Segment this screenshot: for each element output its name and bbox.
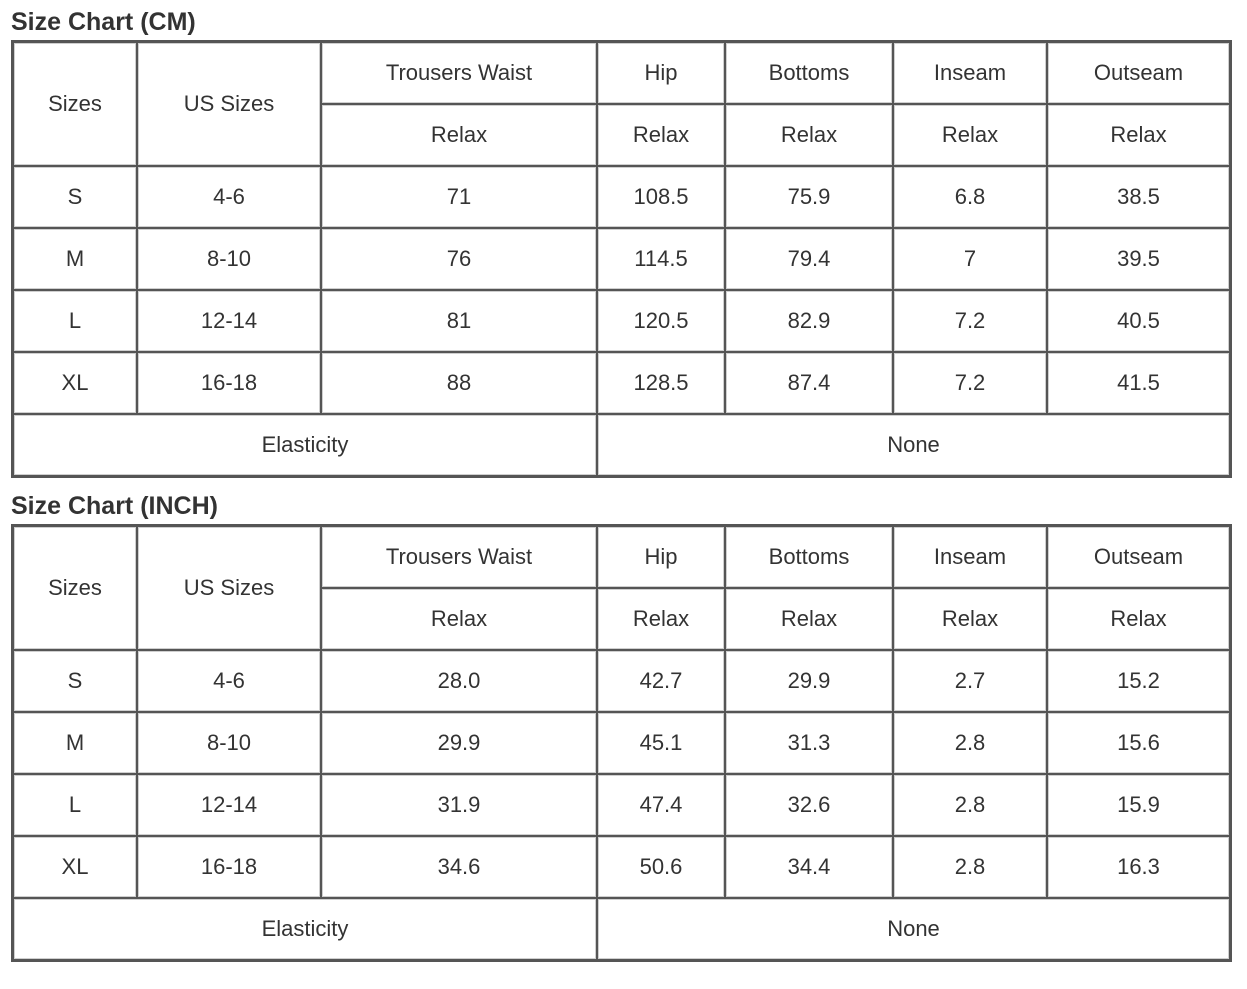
table-cell: M [14,713,138,775]
table-cell: 34.4 [726,837,894,899]
subheader-relax: Relax [598,589,726,651]
table-cell: M [14,229,138,291]
header-sizes: Sizes [14,527,138,651]
table-row [14,651,1231,713]
table-cell: 15.9 [1048,775,1231,837]
table-cell: 87.4 [726,353,894,415]
size-chart-cm [11,0,1231,478]
table-cell: 16-18 [138,353,322,415]
header-us-sizes: US Sizes [138,527,322,651]
table-cell: 6.8 [894,167,1048,229]
size-table [11,40,1232,478]
footer-row [14,415,1231,477]
header-bottoms: Bottoms [726,43,894,105]
table-cell: 31.9 [322,775,598,837]
table-cell: 8-10 [138,713,322,775]
table-row [14,837,1231,899]
elasticity-label: Elasticity [14,899,598,961]
header-trousers-waist: Trousers Waist [322,43,598,105]
table-cell: L [14,291,138,353]
table-cell: 75.9 [726,167,894,229]
size-table [11,524,1232,962]
table-cell: 15.6 [1048,713,1231,775]
table-cell: 2.7 [894,651,1048,713]
elasticity-value: None [598,415,1231,477]
table-cell: 82.9 [726,291,894,353]
subheader-relax: Relax [322,589,598,651]
table-cell: 47.4 [598,775,726,837]
table-cell: 120.5 [598,291,726,353]
header-trousers-waist: Trousers Waist [322,527,598,589]
table-cell: 81 [322,291,598,353]
header-hip: Hip [598,527,726,589]
table-cell: 29.9 [726,651,894,713]
header-sizes: Sizes [14,43,138,167]
table-cell: 31.3 [726,713,894,775]
table-cell: 7.2 [894,353,1048,415]
header-bottoms: Bottoms [726,527,894,589]
subheader-relax: Relax [726,589,894,651]
elasticity-value: None [598,899,1231,961]
subheader-relax: Relax [322,105,598,167]
header-outseam: Outseam [1048,527,1231,589]
table-cell: 40.5 [1048,291,1231,353]
size-chart-inch [11,484,1231,962]
table-row [14,229,1231,291]
header-inseam: Inseam [894,527,1048,589]
table-cell: 4-6 [138,167,322,229]
table-cell: 42.7 [598,651,726,713]
table-cell: XL [14,837,138,899]
table-cell: 29.9 [322,713,598,775]
table-cell: 114.5 [598,229,726,291]
table-cell: 4-6 [138,651,322,713]
subheader-relax: Relax [726,105,894,167]
table-cell: 88 [322,353,598,415]
table-cell: 38.5 [1048,167,1231,229]
elasticity-label: Elasticity [14,415,598,477]
table-cell: 34.6 [322,837,598,899]
table-cell: 50.6 [598,837,726,899]
table-cell: 76 [322,229,598,291]
table-cell: 32.6 [726,775,894,837]
table-cell: S [14,167,138,229]
table-cell: S [14,651,138,713]
table-cell: L [14,775,138,837]
header-outseam: Outseam [1048,43,1231,105]
chart-title: Size Chart (CM) [11,8,196,36]
table-cell: 2.8 [894,837,1048,899]
header-inseam: Inseam [894,43,1048,105]
table-cell: 16-18 [138,837,322,899]
header-us-sizes: US Sizes [138,43,322,167]
header-row [14,527,1231,589]
footer-row [14,899,1231,961]
table-cell: 2.8 [894,713,1048,775]
table-row [14,775,1231,837]
subheader-relax: Relax [894,105,1048,167]
table-cell: 7.2 [894,291,1048,353]
table-cell: 39.5 [1048,229,1231,291]
table-cell: 128.5 [598,353,726,415]
table-cell: 79.4 [726,229,894,291]
subheader-relax: Relax [1048,105,1231,167]
chart-title: Size Chart (INCH) [11,492,218,520]
table-cell: 45.1 [598,713,726,775]
table-cell: 12-14 [138,291,322,353]
table-row [14,713,1231,775]
table-cell: 8-10 [138,229,322,291]
header-hip: Hip [598,43,726,105]
table-row [14,167,1231,229]
table-cell: 41.5 [1048,353,1231,415]
table-cell: XL [14,353,138,415]
table-cell: 108.5 [598,167,726,229]
table-cell: 15.2 [1048,651,1231,713]
subheader-relax: Relax [894,589,1048,651]
subheader-relax: Relax [1048,589,1231,651]
table-cell: 12-14 [138,775,322,837]
header-row [14,43,1231,105]
table-cell: 7 [894,229,1048,291]
table-row [14,353,1231,415]
table-cell: 28.0 [322,651,598,713]
table-cell: 2.8 [894,775,1048,837]
table-cell: 71 [322,167,598,229]
table-cell: 16.3 [1048,837,1231,899]
table-row [14,291,1231,353]
subheader-relax: Relax [598,105,726,167]
